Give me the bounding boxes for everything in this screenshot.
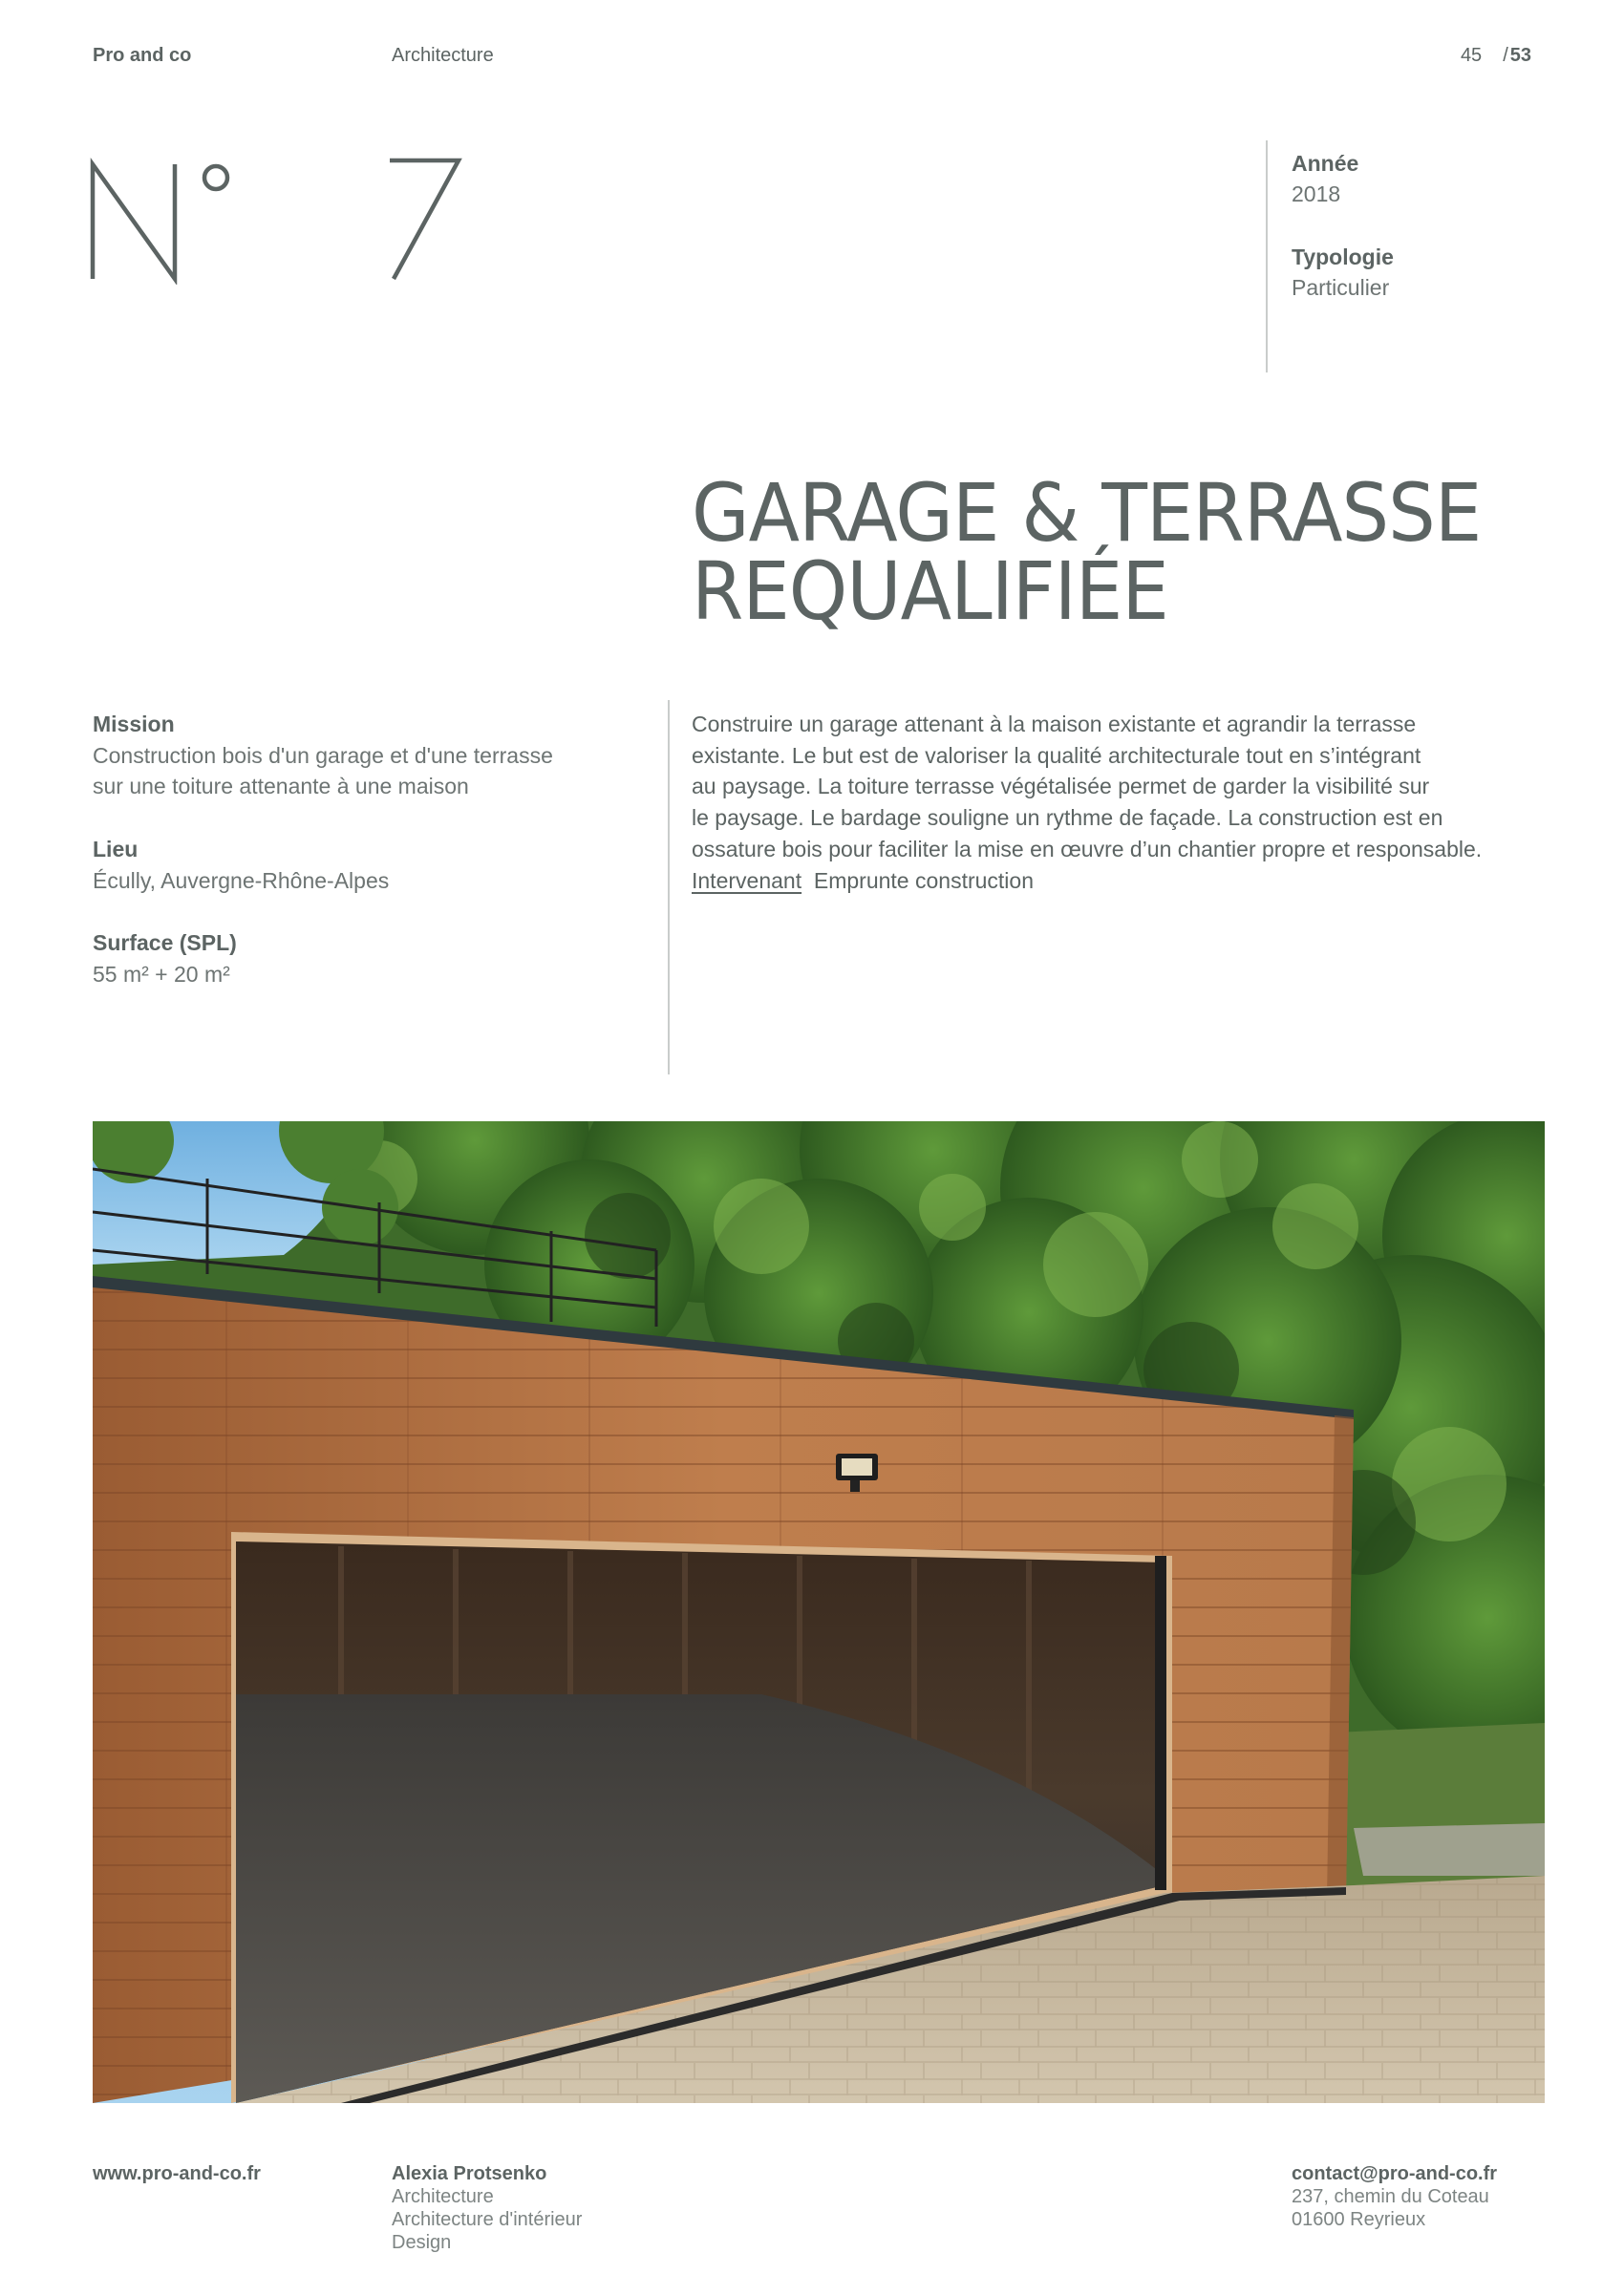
page-counter [1461,44,1531,67]
description-line: ossature bois pour faciliter la mise en œuvre d’un chantier propre et responsable. [692,836,1483,861]
website-link[interactable]: www.pro-and-co.fr [93,2163,261,2184]
type-label: Typologie [1292,244,1394,269]
place-label: Lieu [93,837,139,861]
year-label: Année [1292,151,1359,176]
email-link[interactable]: contact@pro-and-co.fr [1292,2163,1498,2184]
info-surface [93,927,237,989]
mission-line-1: Construction bois d'un garage et d'une terrasse [93,742,553,768]
surface-value: 55 m² + 20 m² [93,961,230,987]
place-value: Écully, Auvergne-Rhône-Alpes [93,867,390,893]
column-divider [668,700,670,1074]
project-title [692,466,1482,638]
title-line-2: REQUALIFIÉE [692,544,1168,638]
project-number-letter-n [93,164,175,279]
address-line: 237, chemin du Coteau [1292,2186,1489,2207]
page-total-wrap: / 53 [1503,45,1531,66]
person-role: Design [392,2232,452,2253]
info-place [93,834,389,896]
project-photo [93,1121,1545,2103]
page-total: 53 [1509,45,1531,66]
surface-label: Surface (SPL) [93,930,237,955]
brand-name: Pro and co [93,45,192,66]
meta-type [1292,242,1394,303]
footer-website[interactable] [93,2162,261,2185]
meta-divider [1266,140,1268,372]
description-line: Construire un garage attenant à la maison existante et agrandir la terrasse [692,712,1417,736]
person-role: Architecture d'intérieur [392,2209,583,2230]
address-line: 01600 Reyrieux [1292,2209,1426,2230]
contributor-row [692,865,1551,897]
year-value: 2018 [1292,181,1341,206]
project-number-degree [204,166,227,189]
footer-person [392,2162,582,2254]
contributor-value: Emprunte construction [813,867,1034,893]
contributor-link[interactable]: Intervenant [692,867,802,893]
meta-year [1292,148,1358,209]
project-number [88,151,489,285]
project-description [692,709,1551,896]
description-line: le paysage. Le bardage souligne un rythme de façade. La construction est en [692,805,1443,831]
description-line: existante. Le but est de valoriser la qualité architecturale tout en s’intégrant [692,742,1421,768]
footer-contact [1292,2162,1497,2231]
section-category: Architecture [392,45,494,66]
type-value: Particulier [1292,275,1390,300]
page-current: 45 [1460,45,1483,66]
person-role: Architecture [392,2186,494,2207]
mission-line-2: sur une toiture attenante à une maison [93,774,469,798]
person-name: Alexia Protsenko [392,2163,547,2184]
project-number-digit [390,160,459,279]
mission-label: Mission [93,712,175,736]
garage-photo-illustration [93,1121,1545,2103]
title-line-1: GARAGE & TERRASSE [692,466,1482,560]
description-line: au paysage. La toiture terrasse végétalisée permet de garder la visibilité sur [692,774,1430,799]
info-mission [93,709,553,802]
